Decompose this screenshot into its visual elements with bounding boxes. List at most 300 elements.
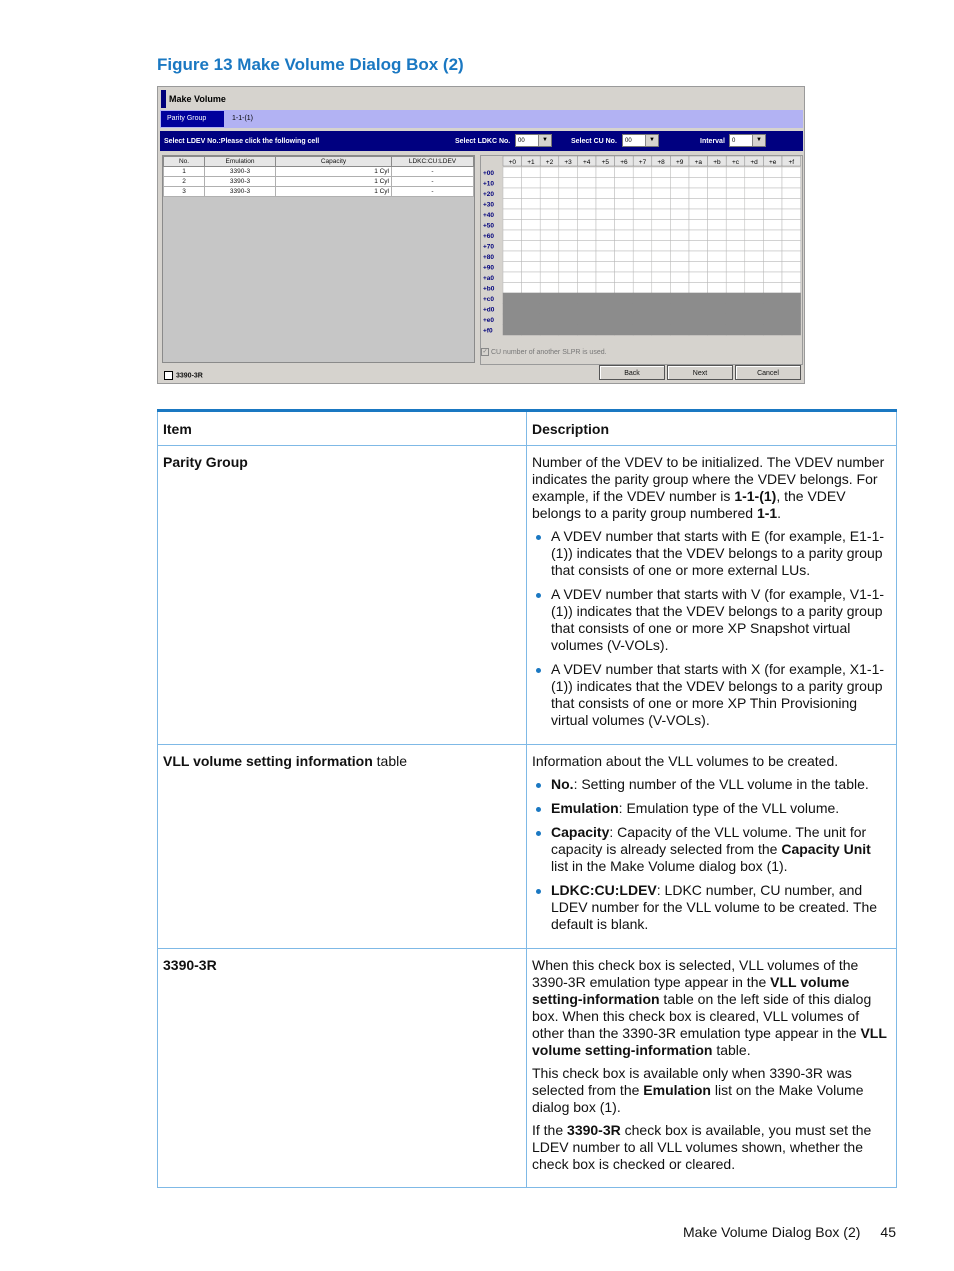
grid-cell[interactable] <box>540 251 559 262</box>
grid-cell[interactable] <box>596 199 615 210</box>
grid-cell <box>596 293 615 304</box>
grid-cell[interactable] <box>615 209 634 220</box>
grid-cell[interactable] <box>726 262 745 273</box>
grid-cell[interactable] <box>522 241 541 252</box>
grid-row-label: +70 <box>483 243 495 251</box>
grid-cell[interactable] <box>577 230 596 241</box>
grid-cell[interactable] <box>577 167 596 178</box>
grid-cell[interactable] <box>689 188 708 199</box>
chevron-down-icon[interactable]: ▼ <box>538 135 551 146</box>
grid-cell[interactable] <box>577 199 596 210</box>
grid-cell[interactable] <box>689 199 708 210</box>
grid-cell[interactable] <box>577 241 596 252</box>
grid-cell[interactable] <box>522 199 541 210</box>
grid-cell[interactable] <box>745 209 764 220</box>
grid-cell[interactable] <box>689 209 708 220</box>
select-ldkc-label: Select LDKC No. <box>455 138 511 145</box>
grid-row-label: +b0 <box>483 285 495 293</box>
checkbox-checked-icon: ✓ <box>482 349 488 355</box>
grid-cell[interactable] <box>596 272 615 283</box>
grid-cell[interactable] <box>652 220 671 231</box>
make-volume-dialog <box>157 86 805 384</box>
grid-cell[interactable] <box>540 272 559 283</box>
bullet-list <box>532 776 891 933</box>
grid-cell[interactable] <box>652 167 671 178</box>
grid-cell <box>689 314 708 325</box>
grid-cell[interactable] <box>782 209 801 220</box>
grid-cell[interactable] <box>745 241 764 252</box>
vll-cell-ldev: - <box>392 187 474 197</box>
select-ldkc-combo[interactable] <box>515 134 552 147</box>
grid-cell[interactable] <box>745 167 764 178</box>
grid-cell[interactable] <box>540 167 559 178</box>
grid-cell[interactable] <box>540 178 559 189</box>
grid-cell[interactable] <box>726 272 745 283</box>
page-number: 45 <box>880 1224 896 1240</box>
parity-group-value: 1-1-(1) <box>232 115 254 122</box>
grid-cell[interactable] <box>652 251 671 262</box>
grid-cell[interactable] <box>577 283 596 294</box>
select-ldkc-value: 00 <box>518 138 525 144</box>
grid-cell[interactable] <box>670 241 689 252</box>
grid-cell[interactable] <box>503 283 522 294</box>
grid-cell[interactable] <box>708 209 727 220</box>
grid-cell[interactable] <box>559 251 578 262</box>
grid-cell[interactable] <box>708 241 727 252</box>
chevron-down-icon[interactable]: ▼ <box>645 135 658 146</box>
grid-column-label: +8 <box>657 159 665 166</box>
grid-cell[interactable] <box>726 188 745 199</box>
grid-cell[interactable] <box>782 167 801 178</box>
grid-cell[interactable] <box>596 209 615 220</box>
text: If the <box>532 1122 568 1138</box>
grid-cell[interactable] <box>782 220 801 231</box>
grid-row-label: +50 <box>483 222 495 230</box>
grid-cell[interactable] <box>782 241 801 252</box>
grid-cell[interactable] <box>726 199 745 210</box>
grid-cell[interactable] <box>763 241 782 252</box>
grid-cell[interactable] <box>782 251 801 262</box>
grid-column-label: +3 <box>564 159 572 166</box>
grid-cell[interactable] <box>615 241 634 252</box>
grid-cell[interactable] <box>577 272 596 283</box>
grid-cell[interactable] <box>503 262 522 273</box>
grid-cell[interactable] <box>503 251 522 262</box>
grid-cell[interactable] <box>615 272 634 283</box>
grid-cell[interactable] <box>577 209 596 220</box>
grid-cell[interactable] <box>763 262 782 273</box>
grid-cell[interactable] <box>540 199 559 210</box>
grid-cell <box>577 304 596 315</box>
table-row[interactable] <box>164 177 474 187</box>
grid-cell[interactable] <box>708 188 727 199</box>
grid-row-label: +f0 <box>483 327 493 335</box>
grid-cell[interactable] <box>522 220 541 231</box>
grid-row-label: +80 <box>483 254 495 261</box>
grid-cell[interactable] <box>670 209 689 220</box>
grid-cell <box>633 293 652 304</box>
grid-cell[interactable] <box>689 230 708 241</box>
grid-cell[interactable] <box>689 272 708 283</box>
grid-cell[interactable] <box>522 209 541 220</box>
grid-cell <box>652 325 671 336</box>
grid-cell[interactable] <box>596 188 615 199</box>
grid-cell[interactable] <box>708 251 727 262</box>
grid-cell[interactable] <box>782 272 801 283</box>
grid-cell <box>503 314 522 325</box>
vll-col-no[interactable]: No. <box>164 157 205 167</box>
grid-cell[interactable] <box>670 230 689 241</box>
grid-cell[interactable] <box>689 283 708 294</box>
grid-cell[interactable] <box>708 272 727 283</box>
grid-cell <box>540 304 559 315</box>
list-item <box>551 882 891 933</box>
grid-cell[interactable] <box>540 241 559 252</box>
grid-cell[interactable] <box>522 272 541 283</box>
grid-cell[interactable] <box>763 167 782 178</box>
grid-cell <box>726 304 745 315</box>
text: table. <box>712 1042 751 1058</box>
grid-cell[interactable] <box>745 283 764 294</box>
select-cu-combo[interactable] <box>622 134 659 147</box>
interval-label: Interval <box>700 138 725 145</box>
grid-cell[interactable] <box>745 220 764 231</box>
list-item <box>551 800 891 817</box>
grid-cell[interactable] <box>782 178 801 189</box>
grid-cell[interactable] <box>559 262 578 273</box>
grid-cell <box>633 325 652 336</box>
grid-column-label: +7 <box>638 159 647 166</box>
grid-cell[interactable] <box>522 188 541 199</box>
grid-cell <box>763 304 782 315</box>
grid-cell[interactable] <box>652 230 671 241</box>
grid-cell[interactable] <box>726 167 745 178</box>
grid-cell[interactable] <box>596 220 615 231</box>
footer-section-title: Make Volume Dialog Box (2) <box>683 1224 861 1240</box>
grid-cell[interactable] <box>633 251 652 262</box>
grid-cell[interactable] <box>596 251 615 262</box>
grid-cell[interactable] <box>708 262 727 273</box>
text-bold: Emulation <box>551 800 619 816</box>
grid-cell[interactable] <box>633 167 652 178</box>
grid-cell[interactable] <box>559 272 578 283</box>
grid-cell[interactable] <box>615 283 634 294</box>
grid-cell[interactable] <box>763 220 782 231</box>
grid-cell[interactable] <box>652 272 671 283</box>
grid-cell[interactable] <box>708 199 727 210</box>
grid-cell[interactable] <box>763 251 782 262</box>
grid-cell[interactable] <box>559 199 578 210</box>
grid-cell[interactable] <box>689 251 708 262</box>
grid-cell[interactable] <box>559 230 578 241</box>
checkbox-3390-3r[interactable] <box>164 371 203 380</box>
grid-cell[interactable] <box>708 220 727 231</box>
grid-cell[interactable] <box>615 251 634 262</box>
grid-cell <box>633 314 652 325</box>
grid-cell[interactable] <box>689 262 708 273</box>
grid-cell[interactable] <box>559 167 578 178</box>
grid-cell[interactable] <box>615 220 634 231</box>
vll-cell-capacity: 1 Cyl <box>276 167 392 177</box>
grid-cell[interactable] <box>763 283 782 294</box>
vll-col-emulation[interactable]: Emulation <box>205 157 276 167</box>
grid-cell <box>559 293 578 304</box>
grid-row-label: +10 <box>483 180 495 188</box>
grid-cell[interactable] <box>763 230 782 241</box>
grid-cell[interactable] <box>503 230 522 241</box>
checkbox-icon[interactable] <box>164 371 173 380</box>
grid-cell[interactable] <box>670 220 689 231</box>
grid-cell[interactable] <box>596 241 615 252</box>
text: , the VDEV belongs to a parity group numbered <box>532 488 846 521</box>
grid-cell[interactable] <box>540 230 559 241</box>
item-parity-group: Parity Group <box>163 454 248 470</box>
grid-cell[interactable] <box>726 220 745 231</box>
grid-cell[interactable] <box>559 241 578 252</box>
grid-cell[interactable] <box>652 209 671 220</box>
bullet-list <box>532 528 891 729</box>
grid-cell[interactable] <box>522 262 541 273</box>
grid-cell[interactable] <box>559 283 578 294</box>
grid-cell[interactable] <box>577 251 596 262</box>
grid-cell[interactable] <box>763 272 782 283</box>
grid-cell[interactable] <box>670 283 689 294</box>
chevron-down-icon[interactable]: ▼ <box>752 135 765 146</box>
grid-cell[interactable] <box>708 230 727 241</box>
grid-cell[interactable] <box>708 167 727 178</box>
grid-column-label: +4 <box>582 159 591 166</box>
grid-cell <box>503 293 522 304</box>
grid-cell[interactable] <box>503 209 522 220</box>
grid-cell[interactable] <box>689 167 708 178</box>
grid-cell[interactable] <box>670 188 689 199</box>
list-item <box>551 824 891 875</box>
grid-cell[interactable] <box>652 262 671 273</box>
grid-cell[interactable] <box>503 188 522 199</box>
grid-cell[interactable] <box>670 251 689 262</box>
grid-cell <box>745 304 764 315</box>
grid-cell[interactable] <box>652 241 671 252</box>
grid-cell[interactable] <box>633 199 652 210</box>
grid-cell[interactable] <box>522 283 541 294</box>
grid-cell <box>763 314 782 325</box>
grid-cell[interactable] <box>559 209 578 220</box>
grid-cell <box>522 293 541 304</box>
grid-cell[interactable] <box>670 262 689 273</box>
grid-cell[interactable] <box>503 272 522 283</box>
grid-cell[interactable] <box>782 230 801 241</box>
grid-cell[interactable] <box>670 272 689 283</box>
grid-cell[interactable] <box>577 188 596 199</box>
grid-cell[interactable] <box>652 199 671 210</box>
grid-cell[interactable] <box>670 167 689 178</box>
grid-cell <box>633 304 652 315</box>
grid-cell[interactable] <box>708 178 727 189</box>
grid-cell[interactable] <box>763 178 782 189</box>
ldev-grid-svg[interactable] <box>481 156 802 336</box>
grid-cell <box>577 293 596 304</box>
grid-cell[interactable] <box>503 167 522 178</box>
header-description: Description <box>527 411 897 446</box>
grid-cell[interactable] <box>615 230 634 241</box>
grid-cell[interactable] <box>633 283 652 294</box>
grid-cell[interactable] <box>745 251 764 262</box>
grid-cell[interactable] <box>726 251 745 262</box>
grid-cell[interactable] <box>596 178 615 189</box>
grid-cell[interactable] <box>670 178 689 189</box>
grid-cell[interactable] <box>726 178 745 189</box>
description-paragraph <box>532 957 891 1059</box>
grid-cell[interactable] <box>763 199 782 210</box>
grid-cell[interactable] <box>633 188 652 199</box>
interval-combo[interactable] <box>729 134 766 147</box>
grid-cell[interactable] <box>689 241 708 252</box>
grid-cell <box>503 325 522 336</box>
grid-cell[interactable] <box>559 178 578 189</box>
grid-cell[interactable] <box>522 167 541 178</box>
grid-cell[interactable] <box>633 230 652 241</box>
description-paragraph <box>532 1065 891 1116</box>
grid-cell[interactable] <box>596 283 615 294</box>
grid-cell[interactable] <box>522 251 541 262</box>
grid-cell[interactable] <box>503 178 522 189</box>
grid-cell[interactable] <box>559 220 578 231</box>
grid-cell <box>745 293 764 304</box>
grid-cell[interactable] <box>745 199 764 210</box>
grid-cell[interactable] <box>633 262 652 273</box>
grid-cell <box>522 325 541 336</box>
description-table <box>157 409 897 1188</box>
description-cell <box>527 745 897 949</box>
grid-cell[interactable] <box>782 188 801 199</box>
grid-cell[interactable] <box>596 230 615 241</box>
grid-row-label: +00 <box>483 170 495 177</box>
grid-cell[interactable] <box>726 283 745 294</box>
select-ldev-bar <box>160 131 803 151</box>
grid-cell[interactable] <box>782 262 801 273</box>
grid-cell <box>763 293 782 304</box>
grid-cell[interactable] <box>652 188 671 199</box>
vll-col-capacity[interactable]: Capacity <box>276 157 392 167</box>
grid-cell[interactable] <box>503 241 522 252</box>
cancel-button[interactable]: Cancel <box>735 365 801 380</box>
grid-cell <box>782 304 801 315</box>
grid-column-label: +1 <box>527 159 535 166</box>
grid-cell[interactable] <box>615 167 634 178</box>
grid-cell[interactable] <box>652 178 671 189</box>
grid-cell[interactable] <box>615 262 634 273</box>
grid-cell <box>522 314 541 325</box>
grid-cell[interactable] <box>708 283 727 294</box>
vll-cell-ldev: - <box>392 167 474 177</box>
grid-cell[interactable] <box>615 199 634 210</box>
grid-cell[interactable] <box>540 262 559 273</box>
cu-slpr-checkbox <box>481 348 607 356</box>
grid-cell <box>782 293 801 304</box>
vll-col-ldkc-cu-ldev[interactable]: LDKC:CU:LDEV <box>392 157 474 167</box>
grid-row-label: +d0 <box>483 306 495 314</box>
grid-cell[interactable] <box>763 209 782 220</box>
list-item: A VDEV number that starts with E (for example, E1-1-(1)) indicates that the VDEV belongs to a parity group that consists of one or more external LUs. <box>551 528 891 579</box>
grid-cell[interactable] <box>689 178 708 189</box>
grid-cell <box>540 293 559 304</box>
text: : Capacity of the VLL volume. The unit for capacity is already selected from the <box>551 824 867 857</box>
grid-cell[interactable] <box>540 220 559 231</box>
grid-cell <box>596 325 615 336</box>
grid-cell[interactable] <box>633 220 652 231</box>
grid-cell[interactable] <box>782 199 801 210</box>
item-cell <box>158 745 527 949</box>
grid-column-label: +c <box>731 159 740 166</box>
grid-cell[interactable] <box>577 178 596 189</box>
grid-cell <box>726 293 745 304</box>
grid-cell[interactable] <box>670 199 689 210</box>
grid-cell[interactable] <box>596 167 615 178</box>
grid-cell[interactable] <box>615 178 634 189</box>
grid-cell <box>670 293 689 304</box>
grid-cell[interactable] <box>596 262 615 273</box>
ldev-cell-grid <box>480 155 803 365</box>
grid-cell[interactable] <box>689 220 708 231</box>
grid-cell[interactable] <box>522 230 541 241</box>
grid-column-label: +9 <box>675 159 684 166</box>
back-button[interactable]: Back <box>599 365 665 380</box>
table-row[interactable] <box>164 167 474 177</box>
grid-cell[interactable] <box>726 230 745 241</box>
grid-row-label: +90 <box>483 264 495 272</box>
grid-row-label: +c0 <box>483 296 495 303</box>
grid-cell[interactable] <box>726 241 745 252</box>
parity-group-row <box>160 110 803 128</box>
grid-cell[interactable] <box>745 178 764 189</box>
grid-cell[interactable] <box>503 199 522 210</box>
table-row[interactable] <box>164 187 474 197</box>
grid-cell[interactable] <box>633 272 652 283</box>
table-header-row <box>158 411 897 446</box>
grid-cell[interactable] <box>652 283 671 294</box>
next-button[interactable]: Next <box>667 365 733 380</box>
grid-cell <box>652 304 671 315</box>
dialog-title: Make Volume <box>169 94 226 104</box>
grid-column-label: +2 <box>545 159 554 166</box>
grid-column-label: +b <box>713 159 721 166</box>
grid-cell[interactable] <box>726 209 745 220</box>
text-bold: Capacity <box>551 824 610 840</box>
vll-cell-no: 3 <box>164 187 205 197</box>
grid-cell[interactable] <box>745 230 764 241</box>
grid-cell[interactable] <box>615 188 634 199</box>
item-cell <box>158 949 527 1188</box>
grid-cell[interactable] <box>763 188 782 199</box>
grid-cell[interactable] <box>577 220 596 231</box>
grid-cell[interactable] <box>522 178 541 189</box>
grid-cell[interactable] <box>540 188 559 199</box>
grid-cell[interactable] <box>540 283 559 294</box>
grid-cell[interactable] <box>559 188 578 199</box>
grid-cell[interactable] <box>540 209 559 220</box>
grid-cell[interactable] <box>782 283 801 294</box>
grid-cell[interactable] <box>745 188 764 199</box>
grid-cell[interactable] <box>633 178 652 189</box>
grid-cell[interactable] <box>633 209 652 220</box>
grid-cell[interactable] <box>745 262 764 273</box>
grid-cell[interactable] <box>577 262 596 273</box>
text-bold: VLL volume setting-information <box>532 974 850 1007</box>
text: When this check box is selected, VLL volumes of the 3390-3R emulation type appear in the <box>532 957 859 990</box>
grid-cell[interactable] <box>503 220 522 231</box>
grid-cell[interactable] <box>633 241 652 252</box>
grid-cell[interactable] <box>745 272 764 283</box>
